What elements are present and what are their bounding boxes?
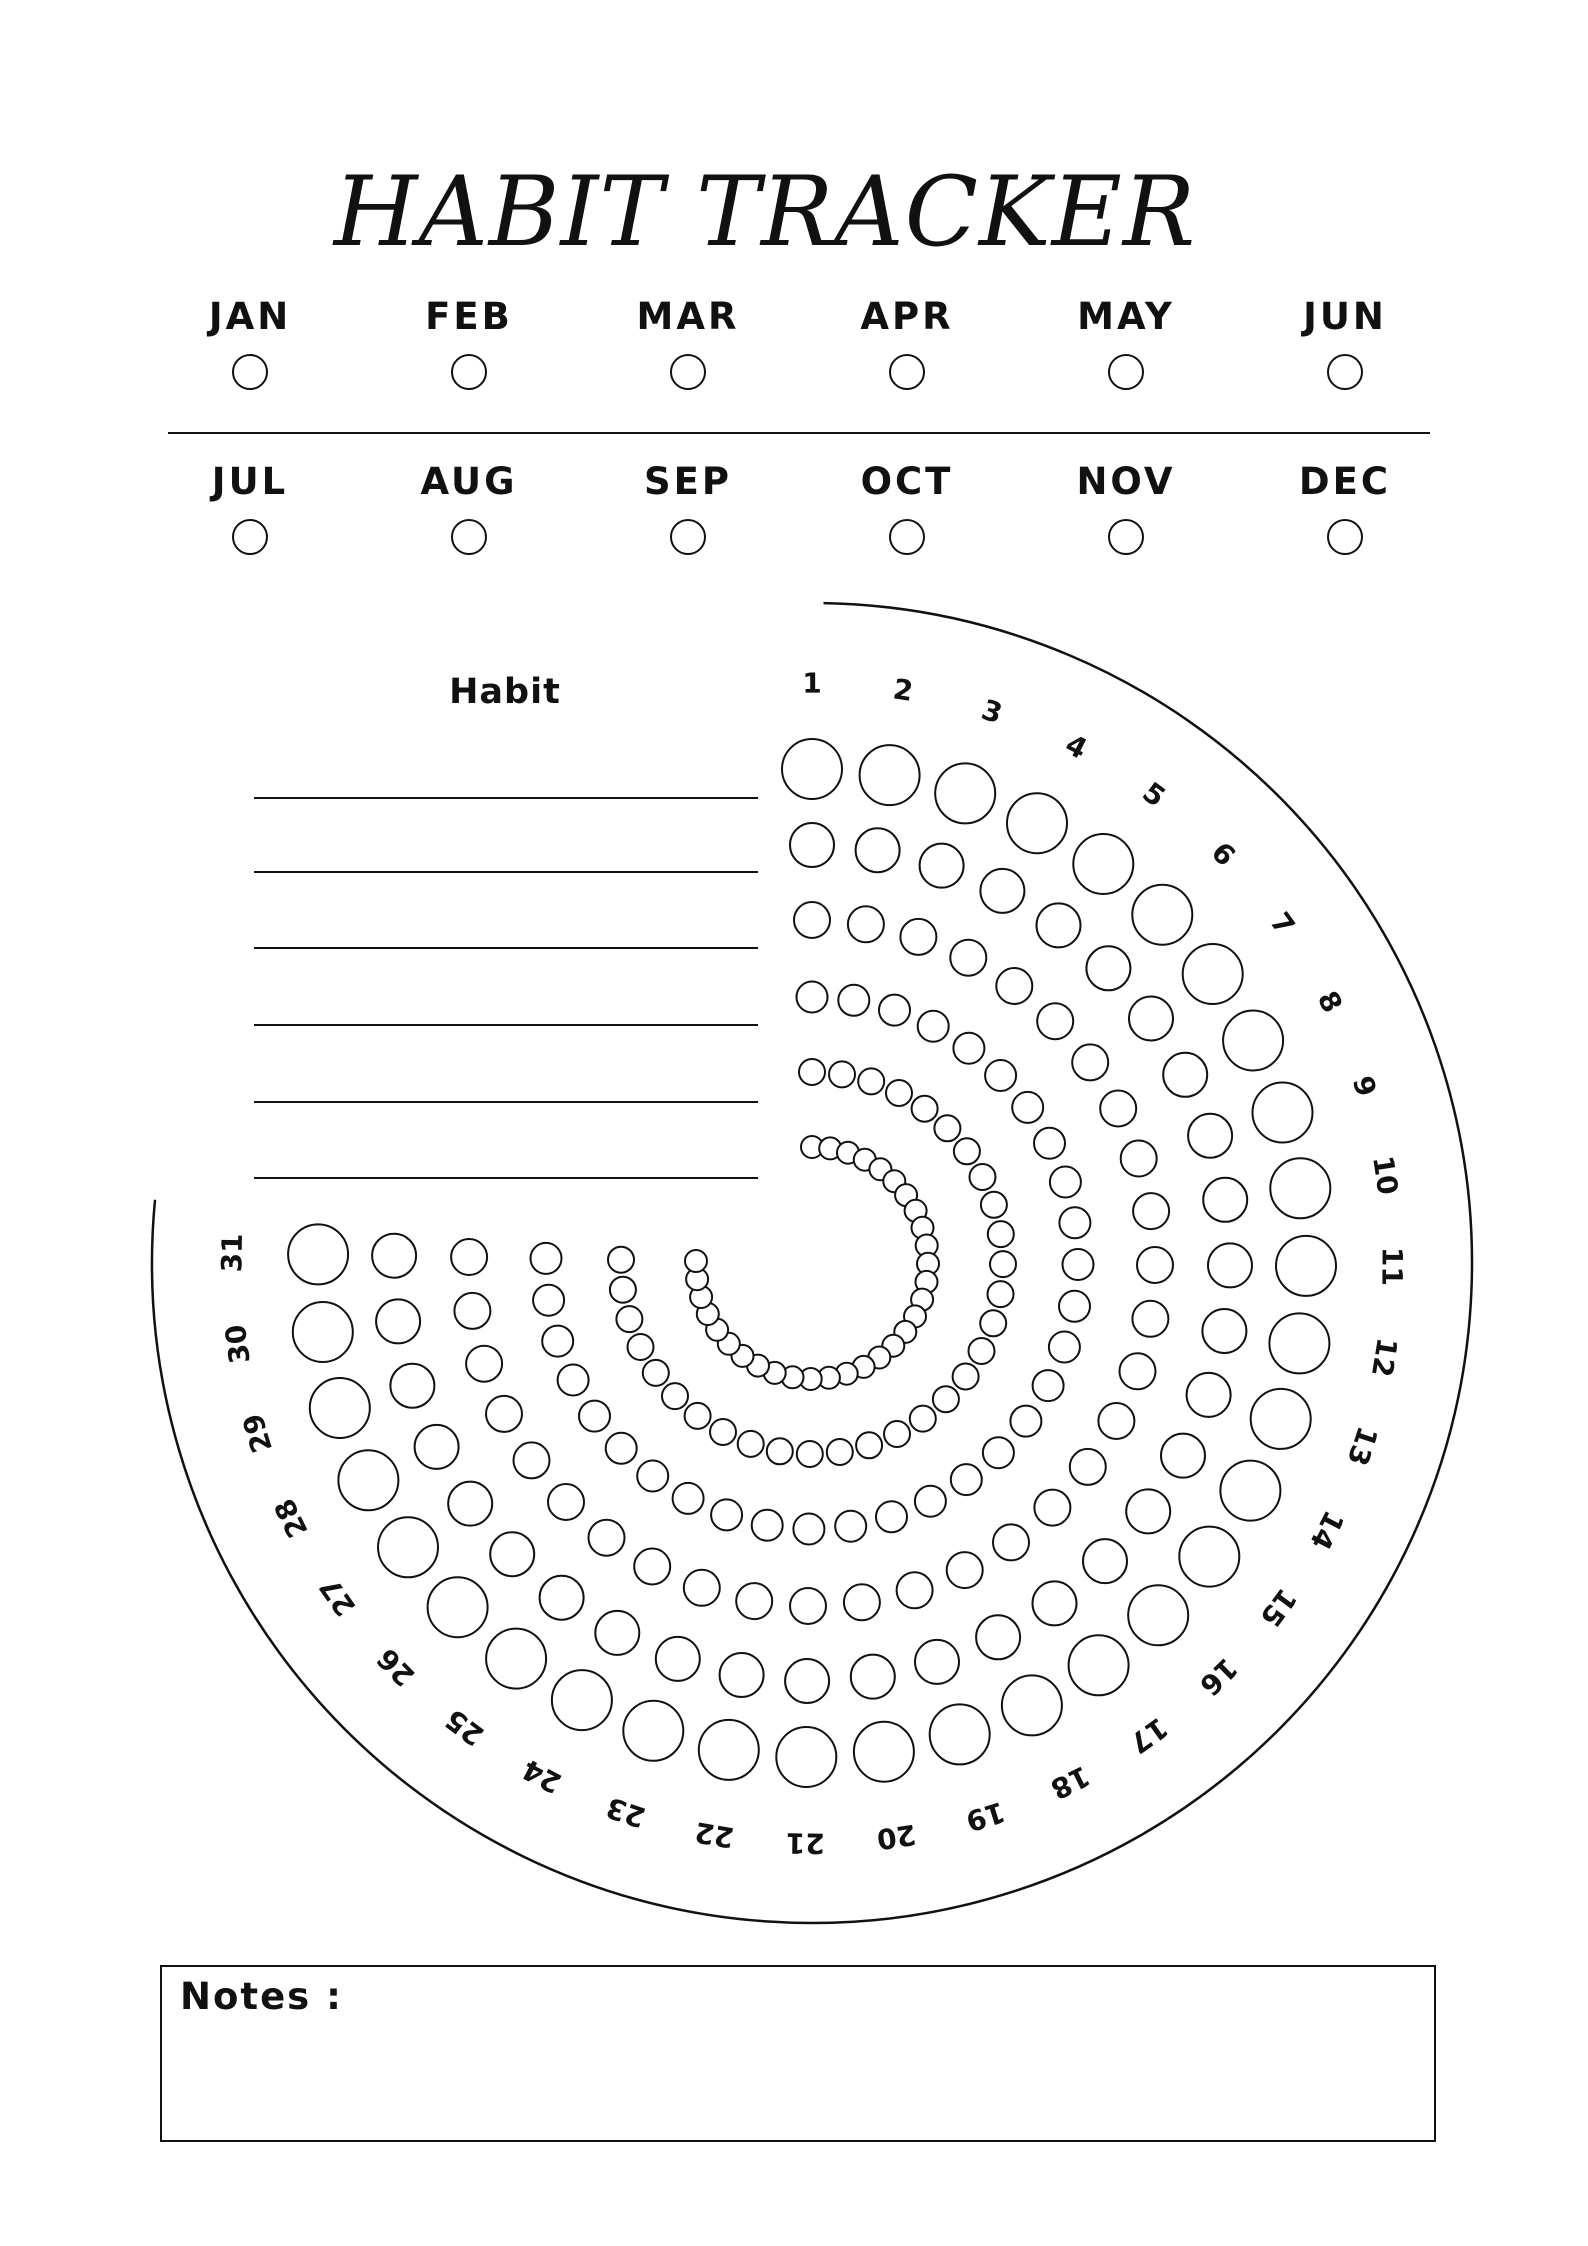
habit-4-day-18-circle[interactable] [915,1486,946,1517]
habit-4-day-9-circle[interactable] [1050,1167,1081,1198]
habit-2-day-24-circle[interactable] [595,1611,639,1655]
day-label-23: 23 [601,1790,650,1835]
day-label-17: 17 [1123,1710,1174,1761]
habit-1-day-4-circle[interactable] [1007,793,1067,853]
habit-3-day-12-circle[interactable] [1132,1301,1168,1337]
habit-5-day-30-circle[interactable] [610,1277,636,1303]
habit-1-day-16-circle[interactable] [1128,1585,1188,1645]
habit-5-day-18-circle[interactable] [884,1421,910,1447]
habit-4-day-28-circle[interactable] [558,1365,589,1396]
day-label-26: 26 [370,1641,422,1693]
habit-2-day-13-circle[interactable] [1187,1373,1231,1417]
habit-3-day-2-circle[interactable] [848,906,884,942]
habit-3-day-31-circle[interactable] [451,1239,487,1275]
habit-1-day-21-circle[interactable] [776,1727,836,1787]
habit-1-day-26-circle[interactable] [428,1577,488,1637]
habit-5-day-8-circle[interactable] [970,1164,996,1190]
habit-2-day-22-circle[interactable] [720,1653,764,1697]
habit-4-day-6-circle[interactable] [985,1060,1016,1091]
habit-5-day-28-circle[interactable] [628,1334,654,1360]
habit-5-day-22-circle[interactable] [767,1438,793,1464]
habit-1-day-10-circle[interactable] [1270,1158,1330,1218]
habit-4-day-1-circle[interactable] [797,982,828,1013]
habit-3-day-18-circle[interactable] [947,1552,983,1588]
day-label-8: 8 [1310,985,1350,1018]
habit-5-day-10-circle[interactable] [988,1221,1014,1247]
habit-3-day-22-circle[interactable] [736,1583,772,1619]
habit-3-day-23-circle[interactable] [684,1570,720,1606]
habit-5-day-4-circle[interactable] [886,1080,912,1106]
habit-1-day-31-circle[interactable] [288,1224,348,1284]
habit-3-day-24-circle[interactable] [634,1549,670,1585]
habit-2-day-1-circle[interactable] [790,823,834,867]
habit-3-day-3-circle[interactable] [900,919,936,955]
habit-4-day-2-circle[interactable] [838,985,869,1016]
habit-2-day-25-circle[interactable] [540,1576,584,1620]
day-label-12: 12 [1364,1335,1404,1380]
habit-6-day-31-circle[interactable] [685,1250,707,1272]
day-label-2: 2 [890,672,916,709]
habit-3-day-29-circle[interactable] [466,1346,502,1382]
habit-4-day-5-circle[interactable] [953,1033,984,1064]
habit-4-day-27-circle[interactable] [579,1401,610,1432]
habit-4-day-20-circle[interactable] [835,1511,866,1542]
habit-1-day-23-circle[interactable] [623,1701,683,1761]
month-label: AUG [420,460,518,503]
habit-5-day-29-circle[interactable] [616,1306,642,1332]
habit-2-day-12-circle[interactable] [1202,1309,1246,1353]
habit-5-day-12-circle[interactable] [988,1281,1014,1307]
habit-5-day-11-circle[interactable] [990,1251,1016,1277]
habit-3-day-30-circle[interactable] [454,1293,490,1329]
habit-5-day-6-circle[interactable] [934,1115,960,1141]
habit-2-day-31-circle[interactable] [372,1234,416,1278]
habit-5-day-20-circle[interactable] [827,1439,853,1465]
habit-4-day-30-circle[interactable] [533,1285,564,1316]
month-label: NOV [1076,460,1176,503]
habit-2-day-23-circle[interactable] [656,1637,700,1681]
day-label-27: 27 [312,1571,363,1623]
habit-4-day-29-circle[interactable] [542,1326,573,1357]
habit-5-day-25-circle[interactable] [685,1403,711,1429]
habit-2-day-14-circle[interactable] [1161,1434,1205,1478]
notes-label: Notes : [180,1975,343,2018]
day-label-10: 10 [1366,1153,1405,1198]
habit-4-day-14-circle[interactable] [1033,1370,1064,1401]
tracker-outer-arc [152,603,1472,1923]
habit-1-day-7-circle[interactable] [1183,944,1243,1004]
habit-1-day-29-circle[interactable] [310,1378,370,1438]
habit-1-day-6-circle[interactable] [1132,885,1192,945]
day-label-6: 6 [1204,835,1242,873]
day-label-11: 11 [1375,1246,1409,1286]
habit-4-day-11-circle[interactable] [1063,1249,1094,1280]
habit-3-day-26-circle[interactable] [548,1484,584,1520]
habit-2-day-7-circle[interactable] [1129,997,1173,1041]
habit-4-day-19-circle[interactable] [876,1501,907,1532]
habit-5-day-17-circle[interactable] [910,1406,936,1432]
day-label-13: 13 [1340,1422,1385,1470]
day-label-30: 30 [218,1322,257,1366]
habit-1-day-15-circle[interactable] [1179,1527,1239,1587]
day-label-24: 24 [516,1752,567,1800]
day-label-29: 29 [236,1409,279,1457]
habit-1-day-5-circle[interactable] [1073,834,1133,894]
habit-2-day-29-circle[interactable] [390,1364,434,1408]
day-label-21: 21 [785,1826,825,1860]
habit-1-day-13-circle[interactable] [1251,1389,1311,1449]
day-label-28: 28 [267,1493,315,1543]
habit-2-day-5-circle[interactable] [1037,903,1081,947]
habit-2-day-11-circle[interactable] [1208,1243,1252,1287]
month-label: JAN [208,295,292,338]
day-label-25: 25 [439,1702,491,1753]
habit-2-day-16-circle[interactable] [1083,1539,1127,1583]
habit-3-day-25-circle[interactable] [589,1520,625,1556]
habit-2-day-4-circle[interactable] [980,869,1024,913]
habit-3-day-6-circle[interactable] [1037,1003,1073,1039]
habit-3-day-7-circle[interactable] [1072,1044,1108,1080]
habit-heading: Habit [449,672,561,712]
day-label-14: 14 [1303,1505,1351,1556]
month-label: OCT [860,460,954,503]
habit-2-day-19-circle[interactable] [915,1640,959,1684]
day-label-1: 1 [802,666,822,700]
habit-2-day-18-circle[interactable] [976,1615,1020,1659]
habit-5-day-16-circle[interactable] [933,1386,959,1412]
habit-5-day-13-circle[interactable] [980,1310,1006,1336]
habit-1-day-3-circle[interactable] [935,763,995,823]
habit-3-day-9-circle[interactable] [1121,1141,1157,1177]
habit-1-day-18-circle[interactable] [1002,1675,1062,1735]
habit-4-day-15-circle[interactable] [1010,1406,1041,1437]
day-label-15: 15 [1253,1582,1304,1634]
day-label-3: 3 [977,692,1007,731]
habit-2-day-26-circle[interactable] [490,1532,534,1576]
habit-2-day-28-circle[interactable] [415,1425,459,1469]
habit-3-day-10-circle[interactable] [1133,1193,1169,1229]
day-label-20: 20 [874,1817,919,1856]
habit-3-day-16-circle[interactable] [1034,1490,1070,1526]
habit-5-day-1-circle[interactable] [799,1059,825,1085]
habit-5-day-31-circle[interactable] [608,1247,634,1273]
day-label-9: 9 [1345,1072,1384,1101]
habit-4-day-23-circle[interactable] [711,1499,742,1530]
day-label-5: 5 [1136,775,1172,814]
page-title: HABIT TRACKER [333,156,1197,269]
month-label: MAY [1077,295,1175,338]
habit-4-day-12-circle[interactable] [1059,1291,1090,1322]
habit-1-day-11-circle[interactable] [1276,1236,1336,1296]
habit-4-day-10-circle[interactable] [1059,1207,1090,1238]
habit-2-day-15-circle[interactable] [1126,1489,1170,1533]
habit-4-day-8-circle[interactable] [1034,1128,1065,1159]
habit-3-day-28-circle[interactable] [486,1396,522,1432]
day-label-22: 22 [692,1815,737,1855]
habit-2-day-8-circle[interactable] [1163,1053,1207,1097]
habit-2-day-20-circle[interactable] [851,1655,895,1699]
habit-5-day-14-circle[interactable] [969,1338,995,1364]
habit-5-day-9-circle[interactable] [981,1192,1007,1218]
habit-5-day-26-circle[interactable] [662,1383,688,1409]
notes-box[interactable] [160,1965,1436,2142]
habit-4-day-16-circle[interactable] [983,1437,1014,1468]
habit-5-day-27-circle[interactable] [643,1360,669,1386]
habit-4-day-24-circle[interactable] [673,1483,704,1514]
day-label-31: 31 [215,1233,249,1273]
habit-2-day-2-circle[interactable] [856,828,900,872]
habit-5-day-15-circle[interactable] [953,1364,979,1390]
habit-4-day-26-circle[interactable] [606,1433,637,1464]
month-label: JUL [211,460,289,503]
habit-2-day-21-circle[interactable] [785,1659,829,1703]
day-label-19: 19 [961,1794,1009,1839]
habit-3-day-19-circle[interactable] [897,1572,933,1608]
habit-5-day-3-circle[interactable] [858,1068,884,1094]
habit-3-day-1-circle[interactable] [794,902,830,938]
habit-2-day-3-circle[interactable] [920,844,964,888]
habit-3-day-21-circle[interactable] [790,1588,826,1624]
habit-1-day-1-circle[interactable] [782,739,842,799]
habit-1-day-28-circle[interactable] [338,1450,398,1510]
month-label: JUN [1303,295,1387,338]
habit-1-day-20-circle[interactable] [854,1722,914,1782]
habit-2-day-6-circle[interactable] [1086,946,1130,990]
habit-5-day-19-circle[interactable] [856,1432,882,1458]
habit-1-day-17-circle[interactable] [1069,1635,1129,1695]
habit-2-day-27-circle[interactable] [448,1482,492,1526]
habit-3-day-27-circle[interactable] [514,1442,550,1478]
habit-1-day-24-circle[interactable] [552,1670,612,1730]
habit-2-day-10-circle[interactable] [1203,1178,1247,1222]
habit-1-day-14-circle[interactable] [1220,1461,1280,1521]
habit-1-day-19-circle[interactable] [930,1704,990,1764]
habit-1-day-12-circle[interactable] [1269,1313,1329,1373]
habit-3-day-13-circle[interactable] [1120,1353,1156,1389]
habit-4-day-25-circle[interactable] [637,1461,668,1492]
habit-4-day-22-circle[interactable] [752,1510,783,1541]
habit-5-day-7-circle[interactable] [954,1138,980,1164]
habit-1-day-27-circle[interactable] [378,1517,438,1577]
habit-4-day-4-circle[interactable] [918,1011,949,1042]
habit-4-day-21-circle[interactable] [793,1514,824,1545]
habit-4-day-7-circle[interactable] [1012,1092,1043,1123]
habit-1-day-8-circle[interactable] [1223,1011,1283,1071]
habit-3-day-14-circle[interactable] [1098,1403,1134,1439]
habit-1-day-9-circle[interactable] [1253,1083,1313,1143]
habit-5-day-23-circle[interactable] [738,1431,764,1457]
habit-4-day-3-circle[interactable] [879,995,910,1026]
habit-3-day-8-circle[interactable] [1100,1091,1136,1127]
habit-2-day-17-circle[interactable] [1033,1581,1077,1625]
month-label: FEB [425,295,513,338]
day-label-4: 4 [1060,727,1093,766]
habit-4-day-31-circle[interactable] [531,1243,562,1274]
habit-3-day-4-circle[interactable] [950,940,986,976]
month-label: SEP [643,460,733,503]
habit-5-day-21-circle[interactable] [797,1441,823,1467]
habit-3-day-17-circle[interactable] [993,1524,1029,1560]
habit-5-day-24-circle[interactable] [710,1419,736,1445]
day-label-16: 16 [1193,1651,1244,1703]
day-label-7: 7 [1263,906,1302,942]
habit-2-day-30-circle[interactable] [376,1299,420,1343]
habit-3-day-15-circle[interactable] [1070,1449,1106,1485]
habit-5-day-5-circle[interactable] [912,1096,938,1122]
month-label: DEC [1298,460,1392,503]
habit-3-day-20-circle[interactable] [844,1584,880,1620]
habit-4-day-17-circle[interactable] [951,1464,982,1495]
month-label: APR [860,295,954,338]
month-label: MAR [636,295,740,338]
habit-2-day-9-circle[interactable] [1188,1114,1232,1158]
habit-3-day-5-circle[interactable] [996,968,1032,1004]
habit-1-day-2-circle[interactable] [860,745,920,805]
day-label-18: 18 [1045,1758,1095,1806]
habit-5-day-2-circle[interactable] [829,1061,855,1087]
habit-3-day-11-circle[interactable] [1137,1247,1173,1283]
habit-1-day-25-circle[interactable] [486,1629,546,1689]
habit-4-day-13-circle[interactable] [1049,1332,1080,1363]
habit-1-day-22-circle[interactable] [699,1720,759,1780]
habit-1-day-30-circle[interactable] [293,1302,353,1362]
